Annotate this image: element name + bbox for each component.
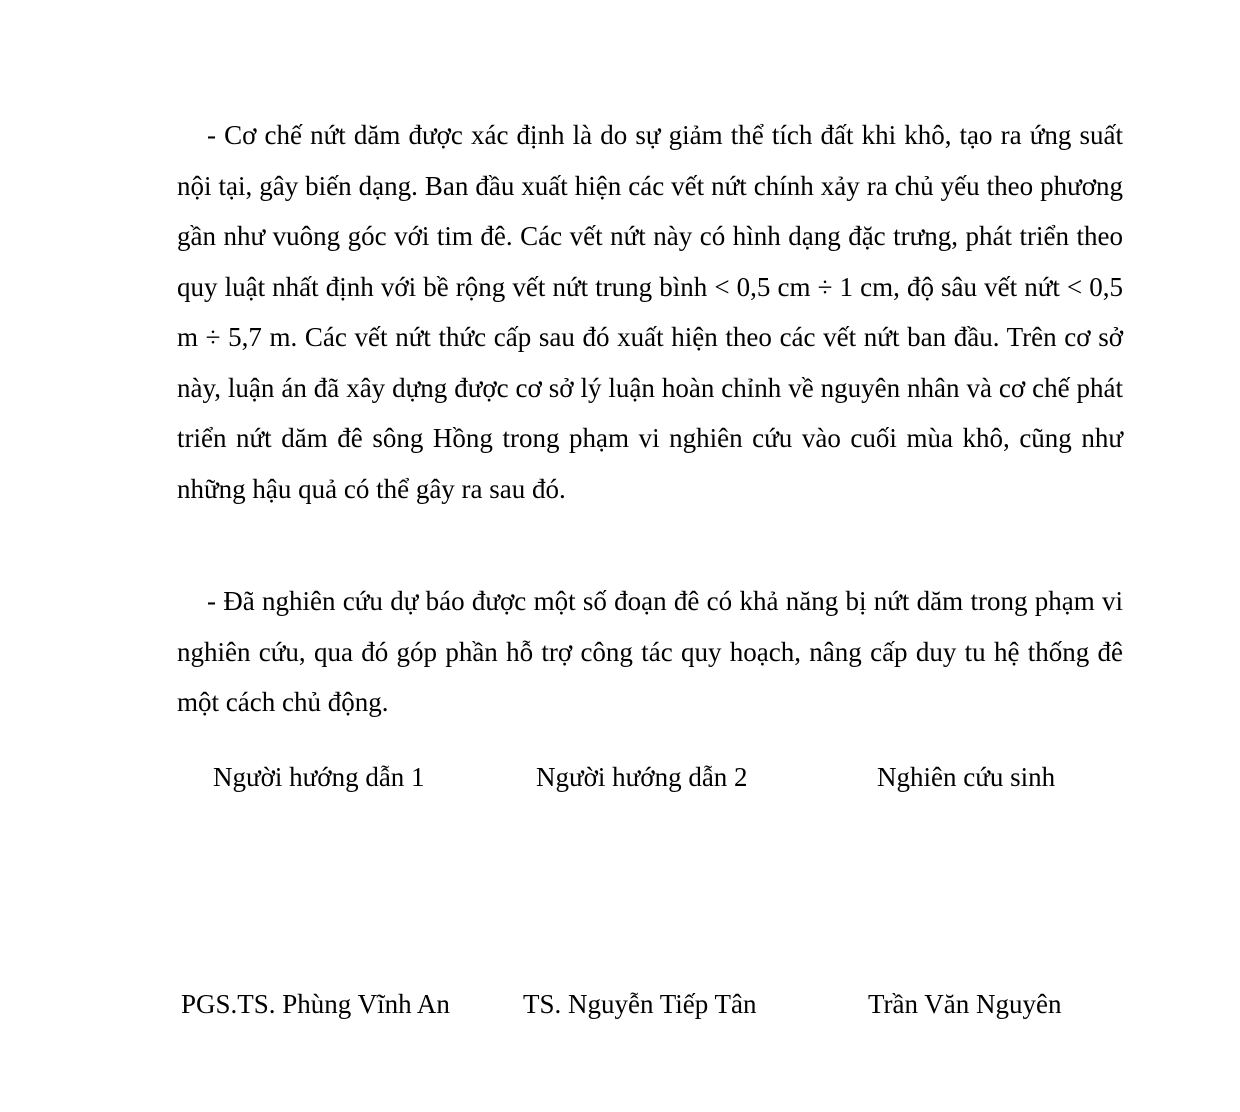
signature-role-phd-candidate: Nghiên cứu sinh (877, 762, 1056, 792)
signature-name-supervisor-2: TS. Nguyễn Tiếp Tân (523, 989, 757, 1019)
conclusion-paragraph-cracking-mechanism: - Cơ chế nứt dăm được xác định là do sự giảm thể tích đất khi khô, tạo ra ứng suất nội tại, gây biến dạng. Ban đầu xuất hiện các vết nứt chính xảy ra chủ yếu theo phương gần như vuông góc với tim đê. Các vết nứt này có hình dạng đặc trưng, phát triển theo quy luật nhất định với bề rộng vết nứt trung bình < 0,5 cm ÷ 1 cm, độ sâu vết nứt < 0,5 m ÷ 5,7 m. Các vết nứt thức cấp sau đó xuất hiện theo các vết nứt ban đầu. Trên cơ sở này, luận án đã xây dựng được cơ sở lý luận hoàn chỉnh về nguyên nhân và cơ chế phát triển nứt dăm đê sông Hồng trong phạm vi nghiên cứu vào cuối mùa khô, cũng như những hậu quả có thể gây ra sau đó. (177, 120, 1123, 504)
signature-name-supervisor-1: PGS.TS. Phùng Vĩnh An (181, 989, 450, 1019)
signature-name-phd-candidate: Trần Văn Nguyên (868, 989, 1062, 1019)
conclusion-paragraph-forecast: - Đã nghiên cứu dự báo được một số đoạn đê có khả năng bị nứt dăm trong phạm vi nghiên cứu, qua đó góp phần hỗ trợ công tác quy hoạch, nâng cấp duy tu hệ thống đê một cách chủ động. (177, 586, 1123, 717)
signature-role-supervisor-1: Người hướng dẫn 1 (213, 762, 425, 792)
signature-role-supervisor-2: Người hướng dẫn 2 (536, 762, 748, 792)
